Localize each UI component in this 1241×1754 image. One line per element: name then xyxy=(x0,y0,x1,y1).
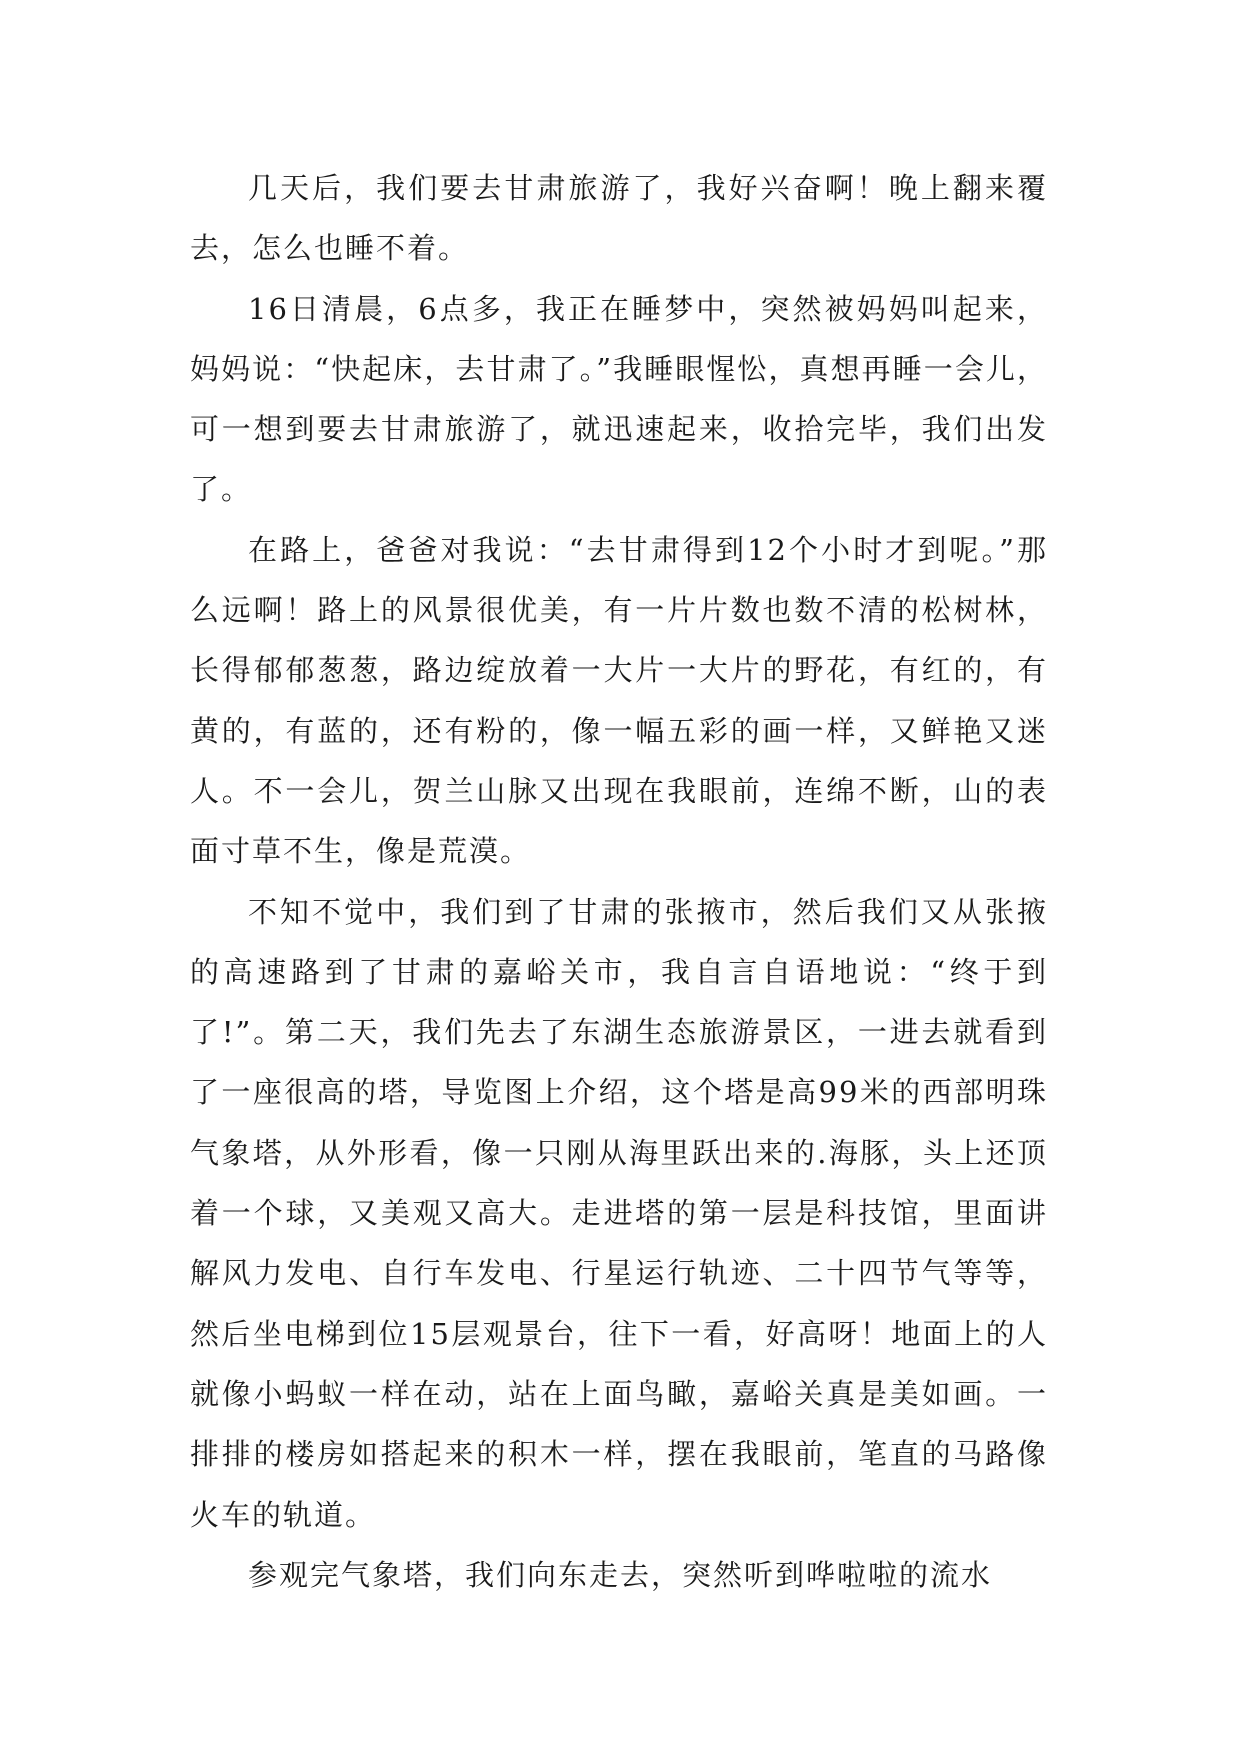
paragraph-4: 不知不觉中，我们到了甘肃的张掖市，然后我们又从张掖的高速路到了甘肃的嘉峪关市，我自言自语地说：“终于到了!”。第二天，我们先去了东湖生态旅游景区，一进去就看到了一座很高的塔，导览图上介绍，这个塔是高99米的西部明珠气象塔，从外形看，像一只刚从海里跃出来的.海豚，头上还顶着一个球，又美观又高大。走进塔的第一层是科技馆，里面讲解风力发电、自行车发电、行星运行轨迹、二十四节气等等，然后坐电梯到位15层观景台，往下一看，好高呀！地面上的人就像小蚂蚁一样在动，站在上面鸟瞰，嘉峪关真是美如画。一排排的楼房如搭起来的积木一样，摆在我眼前，笔直的马路像火车的轨道。 xyxy=(190,894,1048,1532)
paragraph-1: 几天后，我们要去甘肃旅游了，我好兴奋啊！晚上翻来覆去，怎么也睡不着。 xyxy=(190,171,1048,266)
document-body xyxy=(190,158,1048,1605)
paragraph-3: 在路上，爸爸对我说：“去甘肃得到12个小时才到呢。”那么远啊！路上的风景很优美，有一片片数也数不清的松树林，长得郁郁葱葱，路边绽放着一大片一大片的野花，有红的，有黄的，有蓝的，还有粉的，像一幅五彩的画一样，又鲜艳又迷人。不一会儿，贺兰山脉又出现在我眼前，连绵不断，山的表面寸草不生，像是荒漠。 xyxy=(190,532,1048,869)
paragraph-5: 参观完气象塔，我们向东走去，突然听到哗啦啦的流水 xyxy=(248,1557,993,1592)
paragraph-2: 16日清晨，6点多，我正在睡梦中，突然被妈妈叫起来，妈妈说：“快起床，去甘肃了。”我睡眼惺忪，真想再睡一会儿，可一想到要去甘肃旅游了，就迅速起来，收拾完毕，我们出发了。 xyxy=(190,291,1048,507)
